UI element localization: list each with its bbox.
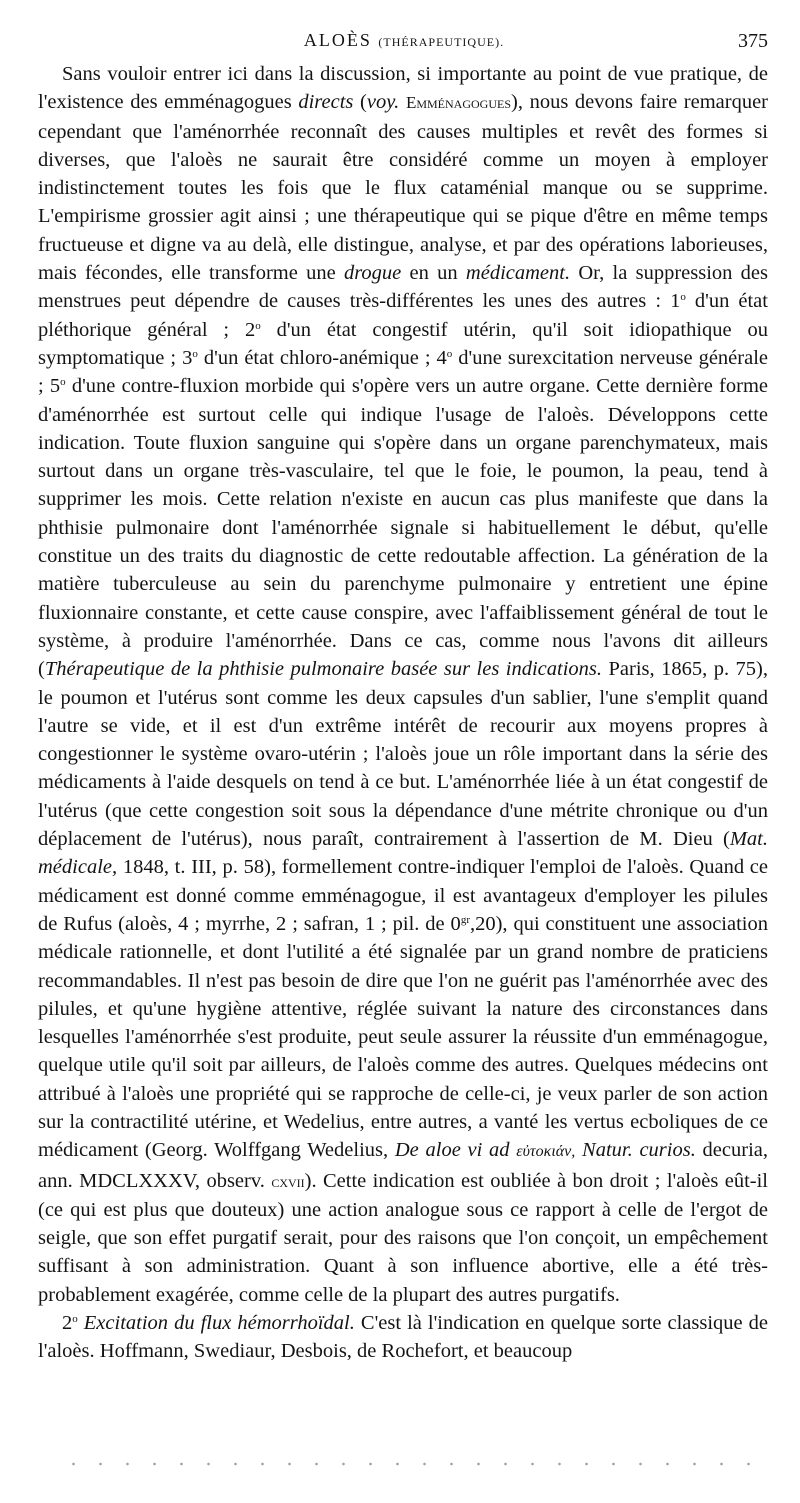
- page-number: 375: [738, 30, 768, 52]
- text-run: Sans vouloir entrer ici dans la discussion, si importante au point de vue pratique, de l'existence des emménagogues: [38, 63, 768, 114]
- text-run: d'un état chloro-anémique ; 4: [197, 346, 447, 369]
- header-title: ALOÈS: [303, 30, 372, 50]
- ordinal-mark: o: [680, 291, 686, 304]
- italic-directs: directs: [298, 91, 354, 114]
- text-run: d'une surexcitation nerveuse générale ; 5: [38, 346, 768, 398]
- section-heading: Excitation du flux hémorrhoïdal.: [83, 1312, 355, 1335]
- italic-mat-med: Mat. médicale,: [38, 828, 768, 879]
- italic-book-title: Thérapeutique de la phthisie pulmonaire basée sur les indications.: [44, 658, 603, 681]
- text-run: [575, 1139, 582, 1161]
- ordinal-mark: o: [72, 1313, 78, 1326]
- text-run: d'un état congestif utérin, qu'il soit idiopathique ou symptomatique ; 3: [38, 318, 768, 369]
- italic-latin-title: De aloe vi ad: [394, 1139, 510, 1162]
- text-run: Or, la suppression des menstrues peut dépendre de causes très-différentes les unes des autres : 1: [38, 262, 768, 313]
- italic-drogue: drogue: [343, 262, 402, 285]
- ordinal-mark: o: [446, 347, 453, 360]
- text-run: 1848, t. III, p. 58), formellement contre-indiquer l'emploi de l'aloès. Quand ce médicament est donné comme emménagogue, il est avantageux d'employer les pilules de Rufus (aloès, 4 ; myrrhe, 2 ; safran, 1 ; pil. de 0: [38, 856, 768, 935]
- ordinal-mark: o: [255, 319, 261, 332]
- italic-voy: voy.: [366, 91, 400, 114]
- ordinal-mark: o: [60, 376, 66, 389]
- text-run: d'un état pléthorique général ; 2: [38, 290, 768, 341]
- text-run: d'une contre-fluxion morbide qui s'opère vers un autre organe. Cette dernière forme d'aménorrhée est surtout celle qui indique l'usage de l'aloès. Développons cette indication. Toute fluxion sanguine qui s'opère dans un organe parenchymateux, mais surtout dans un organe très-vasculaire, tel que le foie, le poumon, la peau, tend à supprimer les mois. Cette relation n'existe en aucun cas plus manifeste que dans la phthisie pulmonaire dont l'aménorrhée signale si habituellement le début, qu'elle constitue un des traits du diagnostic de cette redoutable affection. La génération de la matière tuberculeuse au sein du parenchyme pulmonaire y entretient une épine fluxionnaire constante, et cette cause conspire, avec l'affaiblissement général de tout le système, à produire l'aménorrhée. Dans ce cas, comme nous l'avons dit ailleurs (: [38, 375, 768, 681]
- text-run: Paris, 1865, p. 75), le poumon et l'utérus sont comme les deux capsules d'un sablier, l'une s'emplit quand l'autre se vide, et il est d'un extrême intérêt de recourir aux moyens propres à congestionner le système ovaro-utérin ; l'aloès joue un rôle important dans la série des médicaments à l'aide desquels on tend à ce but. L'aménorrhée liée à un état congestif de l'utérus (que cette congestion soit sous la dépendance d'une métrite chronique ou d'un déplacement de l'utérus), nous paraît, contrairement à l'assertion de M. Dieu (: [38, 658, 768, 851]
- text-run: decuria, ann. MDCLXXXV, observ.: [38, 1139, 769, 1192]
- paragraph-hemorrhoidal: [38, 1309, 768, 1366]
- text-run: ,20), qui constituent une association médicale rationnelle, et dont l'utilité a été signalée par un grand nombre de praticiens recommandables. Il n'est pas besoin de dire que l'on ne guérit pas l'aménorrhée avec des pilules, et qu'une hygiène attentive, réglée suivant la nature des circonstances dans lesquelles l'aménorrhée s'est produite, peut seule assurer la réussite d'un emménagogue, quelque utile qu'il soit par ailleurs, de l'aloès comme des autres. Quelques médecins ont attribué à l'aloès une propriété qui se rapproche de celle-ci, je veux parler de son action sur la contractilité utérine, et Wedelius, entre autres, a vanté les vertus ecboliques de ce médicament (Georg. Wolffgang Wedelius,: [38, 912, 768, 1162]
- ordinal-mark: o: [192, 347, 198, 360]
- text-body: [38, 60, 768, 1366]
- section-number: 2: [62, 1312, 73, 1335]
- text-run: ). Cette indication est oubliée à bon droit ; l'aloès eût-il (ce qui est plus que douteux) une action analogue sous ce rapport à celle de l'ergot de seigle, que son effet purgatif serait, pour des raisons que l'on conçoit, un empêchement suffisant à son administration. Quant à son influence abortive, elle a été très-probablement exagérée, comme celle de la plupart des autres purgatifs.: [38, 1169, 768, 1306]
- italic-medicament: médicament.: [465, 262, 571, 285]
- text-run: [399, 91, 406, 113]
- running-title: [40, 30, 768, 51]
- header-subtitle: (THÉRAPEUTIQUE).: [378, 35, 505, 49]
- text-run: C'est là l'indication en quelque sorte classique de l'aloès. Hoffmann, Swediaur, Desbois, de Rochefort, et beaucoup: [38, 1312, 769, 1363]
- greek-word: εὐτοκιάν,: [516, 1143, 576, 1161]
- cross-reference: Emménagogues: [405, 93, 511, 113]
- text-run: en un: [401, 262, 466, 285]
- unit-superscript: gr: [460, 913, 470, 926]
- text-run: (: [353, 91, 367, 114]
- text-run: ), nous devons faire remarquer cependant que l'aménorrhée reconnaît des causes multiples et revêt des formes si diverses, que l'aloès ne saurait être considéré comme un moyen à employer indistinctement toutes les fois que le flux cataménial manque ou se supprime. L'empirisme grossier agit ainsi ; une thérapeutique qui se pique d'être en même temps fructueuse et digne va au delà, elle distingue, analyse, et par des opérations laborieuses, mais fécondes, elle transforme une: [38, 91, 769, 285]
- italic-journal: Natur. curios.: [582, 1139, 696, 1162]
- roman-numeral: cxvii: [271, 1171, 305, 1191]
- scan-artifact-dots: [60, 1462, 750, 1466]
- running-head: [40, 30, 768, 56]
- paragraph-amenorrhea: [38, 60, 768, 1309]
